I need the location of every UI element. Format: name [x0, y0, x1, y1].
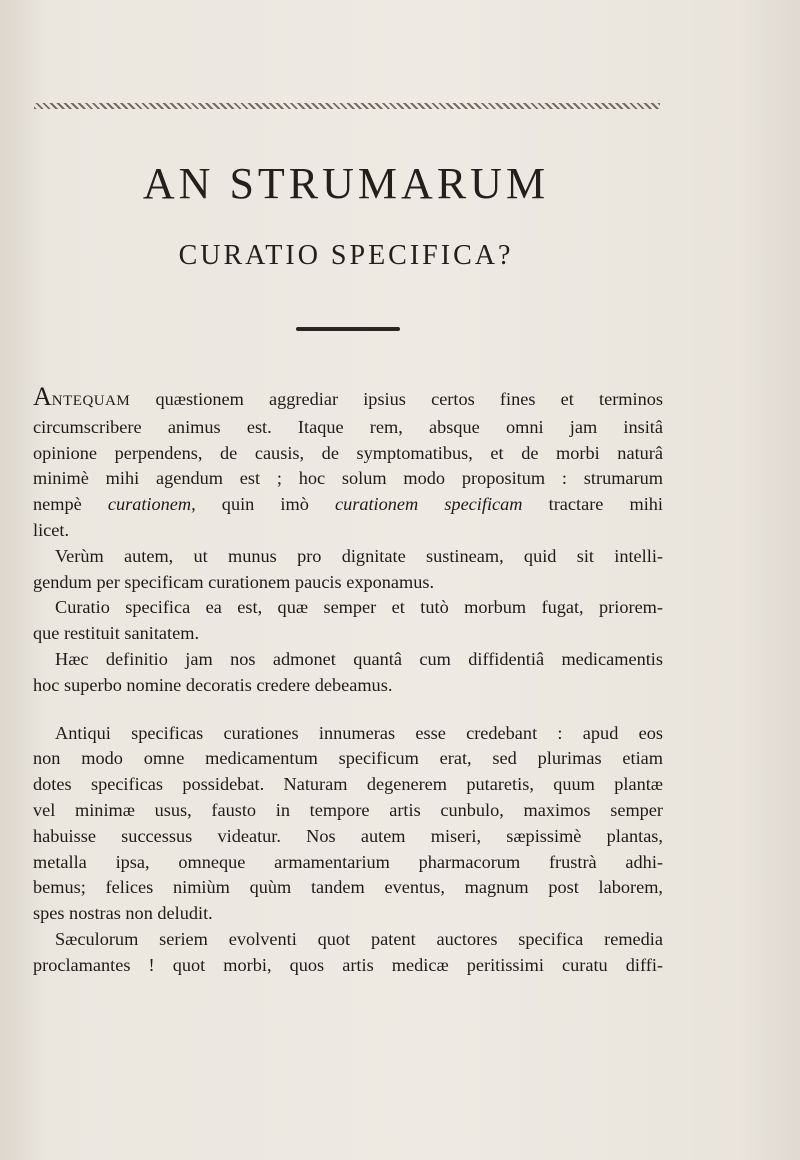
body-text: [33, 384, 663, 979]
paragraph-2: [33, 544, 663, 596]
italic-phrase: curationem specificam: [334, 494, 523, 515]
text-line: proclamantes ! quot morbi, quos artis medicæ peritissimi curatu diffi-: [33, 954, 663, 975]
text-line: metalla ipsa, omneque armamentarium pharmacorum frustrà adhi-: [33, 851, 663, 872]
text-line: hoc superbo nomine decoratis credere debeamus.: [33, 674, 393, 695]
ornamental-top-rule: [34, 103, 660, 109]
text-line: que restituit sanitatem.: [33, 623, 200, 644]
text-line: bemus; felices nimiùm quùm tandem eventus, magnum post laborem,: [33, 877, 663, 898]
text-line: dotes specificas possidebat. Naturam degenerem putaretis, quum plantæ: [33, 774, 663, 795]
text-line: licet.: [33, 519, 70, 540]
paragraph-4: [33, 647, 663, 699]
paragraph-5: [33, 721, 663, 927]
text-line: circumscribere animus est. Itaque rem, absque omni jam insitâ: [33, 416, 663, 437]
text-line: Sæculorum seriem evolventi quot patent auctores specifica remedia: [55, 928, 663, 949]
text-line: ANTEQUAM quæstionem aggrediar ipsius certos fines et terminos: [33, 382, 663, 411]
text-line: vel minimæ usus, fausto in tempore artis cunbulo, maximos semper: [33, 799, 663, 820]
paragraph-3: [33, 595, 663, 647]
text-line: Curatio specifica ea est, quæ semper et tutò morbum fugat, priorem-: [55, 597, 663, 618]
page-edge-shading: [740, 0, 800, 1160]
text-line: nempè curationem, quin imò curationem specificam tractare mihi: [33, 494, 664, 515]
section-divider: [296, 327, 400, 331]
text-line: Verùm autem, ut munus pro dignitate sustineam, quid sit intelli-: [55, 545, 663, 566]
text-line: gendum per specificam curationem paucis exponamus.: [33, 571, 435, 592]
text-line: Antiqui specificas curationes innumeras esse credebant : apud eos: [55, 722, 663, 743]
page-title: AN STRUMARUM: [142, 159, 550, 208]
italic-phrase: curationem,: [107, 494, 196, 515]
page-subtitle: CURATIO SPECIFICA?: [178, 240, 514, 271]
drop-cap: A: [33, 382, 52, 411]
text-line: Hæc definitio jam nos admonet quantâ cum diffidentiâ medicamentis: [55, 648, 663, 669]
paragraph-1: [33, 384, 663, 544]
text-line: spes nostras non deludit.: [33, 903, 213, 924]
text-line: opinione perpendens, de causis, de symptomatibus, et de morbi naturâ: [33, 442, 663, 463]
small-caps-word: NTEQUAM: [51, 393, 131, 409]
text-line: non modo omne medicamentum specificum erat, sed plurimas etiam: [33, 748, 663, 769]
text-line: minimè mihi agendum est ; hoc solum modo propositum : strumarum: [33, 468, 663, 489]
text-line: habuisse successus videatur. Nos autem miseri, sæpissimè plantas,: [33, 825, 663, 846]
paragraph-6: [33, 927, 663, 979]
